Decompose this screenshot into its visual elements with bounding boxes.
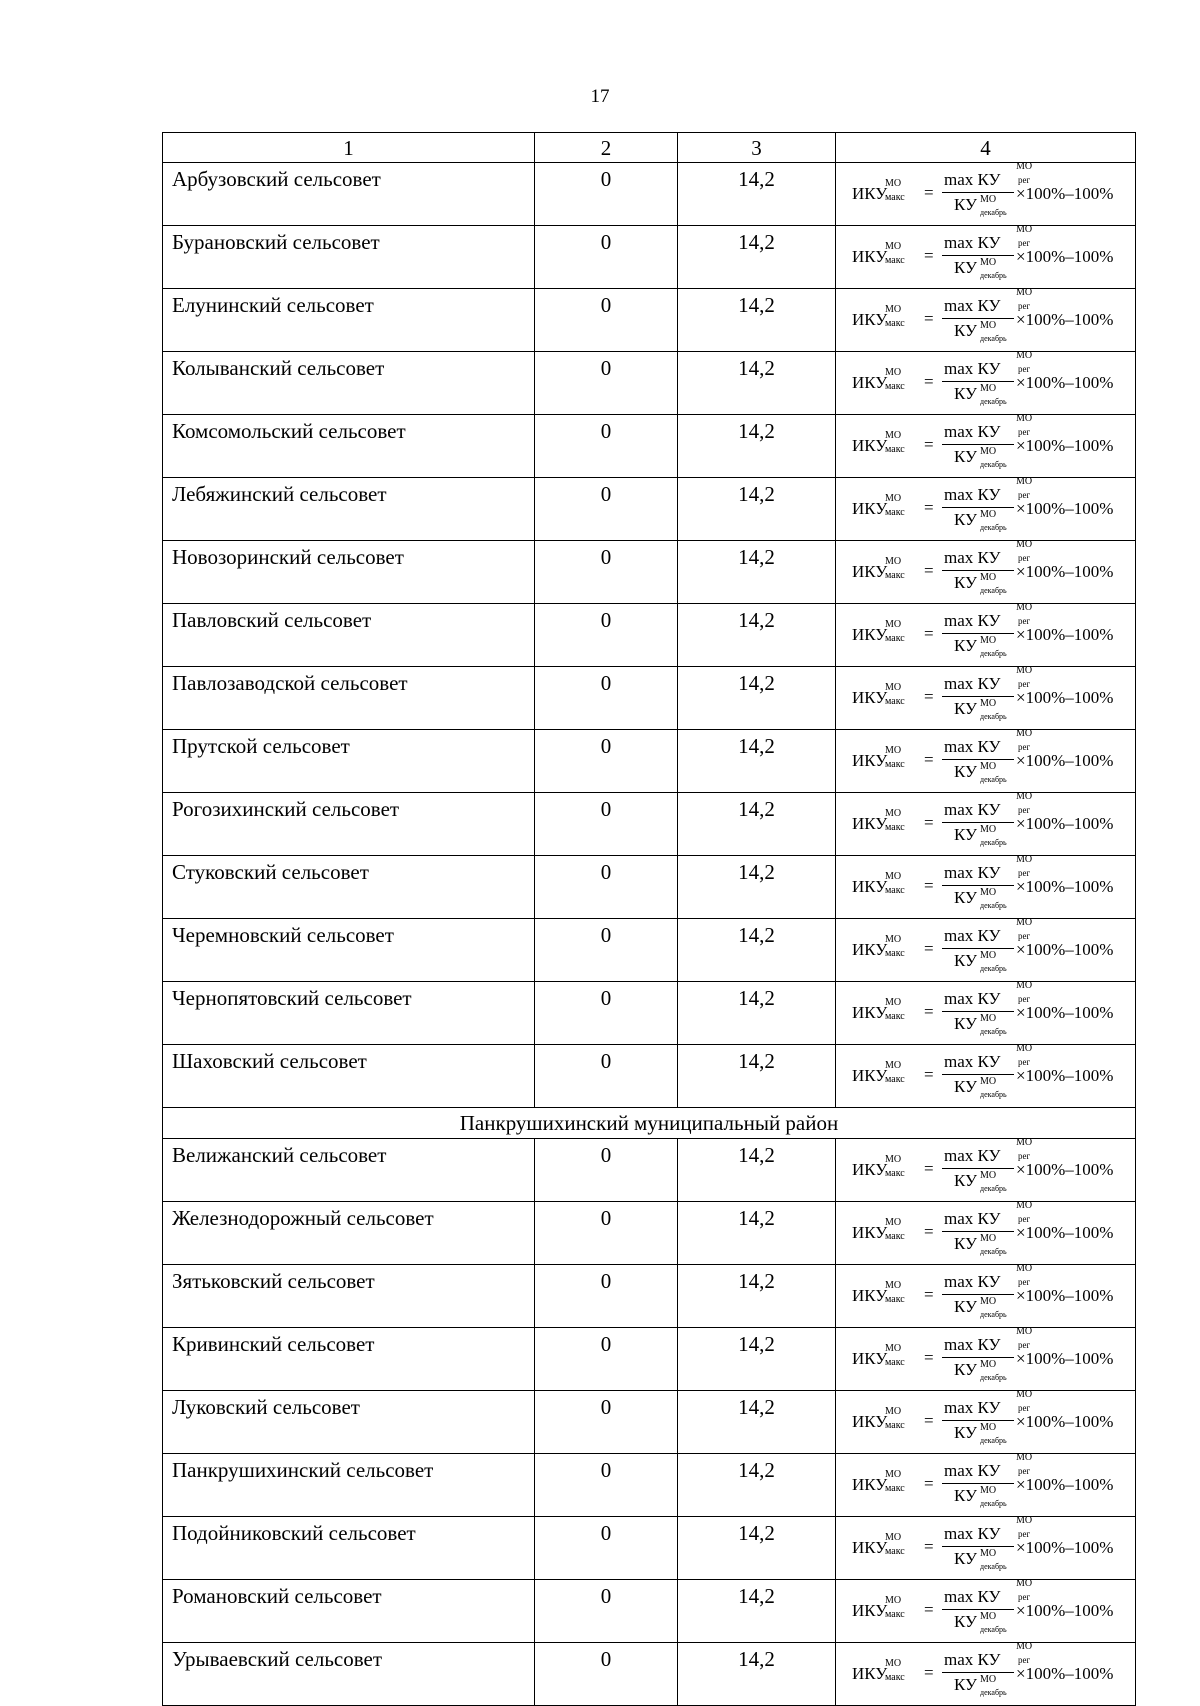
formula-tail: ×100%–100%	[1016, 1003, 1114, 1022]
column-header-2: 2	[535, 133, 678, 163]
column-2-value: 0	[535, 793, 678, 856]
formula-lhs: ИКУ МО макс	[852, 1280, 905, 1305]
formula-denominator: КУ МО декабрь	[954, 257, 1007, 280]
formula-numerator: max КУ МО рег	[944, 1389, 1033, 1417]
formula-denominator: КУ МО декабрь	[954, 1076, 1007, 1099]
formula	[852, 730, 1132, 788]
formula-equals: =	[924, 1474, 934, 1493]
fraction-bar	[942, 1420, 1014, 1421]
column-3-value: 14,2	[678, 352, 836, 415]
formula	[852, 1580, 1132, 1638]
table-row	[163, 793, 1136, 856]
formula-numerator: max КУ МО рег	[944, 350, 1033, 378]
formula-cell	[836, 982, 1136, 1045]
formula-denominator: КУ МО декабрь	[954, 824, 1007, 847]
formula-denominator: КУ МО декабрь	[954, 1013, 1007, 1036]
formula-tail: ×100%–100%	[1016, 688, 1114, 707]
settlement-name: Велижанский сельсовет	[163, 1139, 535, 1202]
formula-lhs: ИКУ МО макс	[852, 682, 905, 707]
column-2-value: 0	[535, 667, 678, 730]
formula-denominator: КУ МО декабрь	[954, 194, 1007, 217]
table-row	[163, 352, 1136, 415]
formula-tail: ×100%–100%	[1016, 1066, 1114, 1085]
formula-numerator: max КУ МО рег	[944, 539, 1033, 567]
formula-cell	[836, 541, 1136, 604]
formula-numerator: max КУ МО рег	[944, 665, 1033, 693]
column-3-value: 14,2	[678, 541, 836, 604]
formula	[852, 856, 1132, 914]
formula-tail: ×100%–100%	[1016, 1601, 1114, 1620]
formula-lhs: ИКУ МО макс	[852, 241, 905, 266]
formula-numerator: max КУ МО рег	[944, 1452, 1033, 1480]
formula	[852, 1517, 1132, 1575]
fraction-bar	[942, 570, 1014, 571]
settlement-name: Колыванский сельсовет	[163, 352, 535, 415]
formula	[852, 1391, 1132, 1449]
table-row	[163, 1517, 1136, 1580]
formula-numerator: max КУ МО рег	[944, 602, 1033, 630]
formula-denominator: КУ МО декабрь	[954, 1611, 1007, 1634]
settlement-name: Павловский сельсовет	[163, 604, 535, 667]
formula-cell	[836, 793, 1136, 856]
formula-cell	[836, 478, 1136, 541]
table-row	[163, 1202, 1136, 1265]
formula-equals: =	[924, 1159, 934, 1178]
column-2-value: 0	[535, 1643, 678, 1706]
formula-denominator: КУ МО декабрь	[954, 383, 1007, 406]
formula-tail: ×100%–100%	[1016, 1349, 1114, 1368]
column-3-value: 14,2	[678, 1517, 836, 1580]
formula-denominator: КУ МО декабрь	[954, 1422, 1007, 1445]
fraction-bar	[942, 1609, 1014, 1610]
formula-tail: ×100%–100%	[1016, 814, 1114, 833]
table-row	[163, 1454, 1136, 1517]
formula-numerator: max КУ МО рег	[944, 917, 1033, 945]
column-3-value: 14,2	[678, 1391, 836, 1454]
formula-numerator: max КУ МО рег	[944, 161, 1033, 189]
formula	[852, 1643, 1132, 1701]
formula-tail: ×100%–100%	[1016, 184, 1114, 203]
formula-lhs: ИКУ МО макс	[852, 1060, 905, 1085]
formula-cell	[836, 1045, 1136, 1108]
column-2-value: 0	[535, 415, 678, 478]
table-row	[163, 1580, 1136, 1643]
table-row	[163, 919, 1136, 982]
formula-equals: =	[924, 1222, 934, 1241]
formula-equals: =	[924, 309, 934, 328]
column-2-value: 0	[535, 1328, 678, 1391]
formula-tail: ×100%–100%	[1016, 499, 1114, 518]
formula-tail: ×100%–100%	[1016, 562, 1114, 581]
column-3-value: 14,2	[678, 730, 836, 793]
formula-equals: =	[924, 624, 934, 643]
formula-denominator: КУ МО декабрь	[954, 1359, 1007, 1382]
table-row	[163, 541, 1136, 604]
column-3-value: 14,2	[678, 919, 836, 982]
column-2-value: 0	[535, 1454, 678, 1517]
formula-numerator: max КУ МО рег	[944, 1641, 1033, 1669]
column-3-value: 14,2	[678, 163, 836, 226]
formula-lhs: ИКУ МО макс	[852, 745, 905, 770]
column-3-value: 14,2	[678, 1643, 836, 1706]
formula-numerator: max КУ МО рег	[944, 413, 1033, 441]
formula	[852, 163, 1132, 221]
fraction-bar	[942, 1672, 1014, 1673]
formula-numerator: max КУ МО рег	[944, 1043, 1033, 1071]
section-row	[163, 1108, 1136, 1139]
formula-lhs: ИКУ МО макс	[852, 430, 905, 455]
table-row	[163, 289, 1136, 352]
formula-denominator: КУ МО декабрь	[954, 1170, 1007, 1193]
formula-numerator: max КУ МО рег	[944, 1137, 1033, 1165]
settlement-name: Павлозаводской сельсовет	[163, 667, 535, 730]
formula-cell	[836, 1454, 1136, 1517]
formula-tail: ×100%–100%	[1016, 625, 1114, 644]
formula-denominator: КУ МО декабрь	[954, 509, 1007, 532]
table-row	[163, 1391, 1136, 1454]
column-3-value: 14,2	[678, 1580, 836, 1643]
formula-cell	[836, 226, 1136, 289]
settlement-name: Зятьковский сельсовет	[163, 1265, 535, 1328]
formula-cell	[836, 856, 1136, 919]
formula-equals: =	[924, 1285, 934, 1304]
table-row	[163, 478, 1136, 541]
column-3-value: 14,2	[678, 604, 836, 667]
formula-tail: ×100%–100%	[1016, 436, 1114, 455]
fraction-bar	[942, 1357, 1014, 1358]
column-3-value: 14,2	[678, 793, 836, 856]
formula	[852, 541, 1132, 599]
formula-tail: ×100%–100%	[1016, 373, 1114, 392]
formula-tail: ×100%–100%	[1016, 310, 1114, 329]
formula-equals: =	[924, 1600, 934, 1619]
column-2-value: 0	[535, 1265, 678, 1328]
formula-numerator: max КУ МО рег	[944, 728, 1033, 756]
fraction-bar	[942, 1546, 1014, 1547]
table-row	[163, 604, 1136, 667]
formula-equals: =	[924, 1065, 934, 1084]
settlement-name: Шаховский сельсовет	[163, 1045, 535, 1108]
formula-denominator: КУ МО декабрь	[954, 950, 1007, 973]
settlement-name: Чернопятовский сельсовет	[163, 982, 535, 1045]
formula-equals: =	[924, 246, 934, 265]
formula-equals: =	[924, 372, 934, 391]
fraction-bar	[942, 507, 1014, 508]
column-3-value: 14,2	[678, 478, 836, 541]
formula	[852, 793, 1132, 851]
table-row	[163, 163, 1136, 226]
fraction-bar	[942, 1483, 1014, 1484]
fraction-bar	[942, 192, 1014, 193]
settlement-name: Панкрушихинский сельсовет	[163, 1454, 535, 1517]
settlement-name: Стуковский сельсовет	[163, 856, 535, 919]
formula-equals: =	[924, 813, 934, 832]
settlement-name: Арбузовский сельсовет	[163, 163, 535, 226]
formula-denominator: КУ МО декабрь	[954, 1296, 1007, 1319]
column-3-value: 14,2	[678, 982, 836, 1045]
formula-equals: =	[924, 561, 934, 580]
column-2-value: 0	[535, 1139, 678, 1202]
formula-cell	[836, 604, 1136, 667]
settlement-name: Луковский сельсовет	[163, 1391, 535, 1454]
formula-tail: ×100%–100%	[1016, 1223, 1114, 1242]
table-row	[163, 982, 1136, 1045]
fraction-bar	[942, 1011, 1014, 1012]
fraction-bar	[942, 444, 1014, 445]
formula-cell	[836, 919, 1136, 982]
formula-lhs: ИКУ МО макс	[852, 997, 905, 1022]
page-number: 17	[590, 86, 610, 107]
formula-cell	[836, 1265, 1136, 1328]
column-header-1: 1	[163, 133, 535, 163]
table-row	[163, 415, 1136, 478]
formula	[852, 1045, 1132, 1103]
settlement-name: Прутской сельсовет	[163, 730, 535, 793]
formula	[852, 1139, 1132, 1197]
fraction-bar	[942, 1168, 1014, 1169]
formula	[852, 1202, 1132, 1260]
settlement-name: Лебяжинский сельсовет	[163, 478, 535, 541]
table-row	[163, 1328, 1136, 1391]
formula-numerator: max КУ МО рег	[944, 980, 1033, 1008]
formula	[852, 667, 1132, 725]
formula-denominator: КУ МО декабрь	[954, 446, 1007, 469]
formula-numerator: max КУ МО рег	[944, 287, 1033, 315]
formula-lhs: ИКУ МО макс	[852, 1595, 905, 1620]
table-row	[163, 1265, 1136, 1328]
column-3-value: 14,2	[678, 1265, 836, 1328]
formula-tail: ×100%–100%	[1016, 1538, 1114, 1557]
formula-lhs: ИКУ МО макс	[852, 367, 905, 392]
table-row	[163, 226, 1136, 289]
formula-denominator: КУ МО декабрь	[954, 761, 1007, 784]
column-2-value: 0	[535, 226, 678, 289]
formula	[852, 226, 1132, 284]
formula-lhs: ИКУ МО макс	[852, 1343, 905, 1368]
formula-tail: ×100%–100%	[1016, 1412, 1114, 1431]
formula-lhs: ИКУ МО макс	[852, 1532, 905, 1557]
formula-denominator: КУ МО декабрь	[954, 1548, 1007, 1571]
formula-cell	[836, 1517, 1136, 1580]
formula-numerator: max КУ МО рег	[944, 854, 1033, 882]
fraction-bar	[942, 948, 1014, 949]
settlement-name: Железнодорожный сельсовет	[163, 1202, 535, 1265]
fraction-bar	[942, 1074, 1014, 1075]
formula-tail: ×100%–100%	[1016, 1664, 1114, 1683]
formula-lhs: ИКУ МО макс	[852, 1406, 905, 1431]
formula-equals: =	[924, 1663, 934, 1682]
settlement-name: Кривинский сельсовет	[163, 1328, 535, 1391]
formula-denominator: КУ МО декабрь	[954, 887, 1007, 910]
formula	[852, 982, 1132, 1040]
formula-lhs: ИКУ МО макс	[852, 304, 905, 329]
fraction-bar	[942, 696, 1014, 697]
formula-lhs: ИКУ МО макс	[852, 871, 905, 896]
formula	[852, 478, 1132, 536]
formula-cell	[836, 289, 1136, 352]
formula	[852, 352, 1132, 410]
formula-equals: =	[924, 750, 934, 769]
column-3-value: 14,2	[678, 289, 836, 352]
column-2-value: 0	[535, 1580, 678, 1643]
column-3-value: 14,2	[678, 1454, 836, 1517]
column-3-value: 14,2	[678, 415, 836, 478]
formula-lhs: ИКУ МО макс	[852, 493, 905, 518]
fraction-bar	[942, 822, 1014, 823]
data-table	[162, 132, 1136, 1706]
formula-numerator: max КУ МО рег	[944, 1263, 1033, 1291]
formula-denominator: КУ МО декабрь	[954, 572, 1007, 595]
table-row	[163, 1643, 1136, 1706]
formula-cell	[836, 1643, 1136, 1706]
column-2-value: 0	[535, 919, 678, 982]
formula-equals: =	[924, 435, 934, 454]
formula-numerator: max КУ МО рег	[944, 1200, 1033, 1228]
formula-cell	[836, 1202, 1136, 1265]
column-3-value: 14,2	[678, 856, 836, 919]
settlement-name: Урываевский сельсовет	[163, 1643, 535, 1706]
formula-cell	[836, 730, 1136, 793]
fraction-bar	[942, 318, 1014, 319]
fraction-bar	[942, 255, 1014, 256]
settlement-name: Черемновский сельсовет	[163, 919, 535, 982]
settlement-name: Рогозихинский сельсовет	[163, 793, 535, 856]
formula-numerator: max КУ МО рег	[944, 224, 1033, 252]
formula-tail: ×100%–100%	[1016, 1286, 1114, 1305]
formula-equals: =	[924, 183, 934, 202]
formula-denominator: КУ МО декабрь	[954, 320, 1007, 343]
formula-cell	[836, 1391, 1136, 1454]
formula-equals: =	[924, 876, 934, 895]
settlement-name: Романовский сельсовет	[163, 1580, 535, 1643]
column-2-value: 0	[535, 1517, 678, 1580]
formula-lhs: ИКУ МО макс	[852, 1154, 905, 1179]
column-2-value: 0	[535, 478, 678, 541]
settlement-name: Бурановский сельсовет	[163, 226, 535, 289]
formula-cell	[836, 1328, 1136, 1391]
table-row	[163, 730, 1136, 793]
formula-tail: ×100%–100%	[1016, 247, 1114, 266]
column-3-value: 14,2	[678, 1045, 836, 1108]
settlement-name: Комсомольский сельсовет	[163, 415, 535, 478]
column-3-value: 14,2	[678, 226, 836, 289]
formula-numerator: max КУ МО рег	[944, 1578, 1033, 1606]
formula-cell	[836, 1139, 1136, 1202]
column-3-value: 14,2	[678, 1328, 836, 1391]
formula-numerator: max КУ МО рег	[944, 476, 1033, 504]
column-header-4: 4	[836, 133, 1136, 163]
formula-lhs: ИКУ МО макс	[852, 934, 905, 959]
formula-cell	[836, 1580, 1136, 1643]
settlement-name: Елунинский сельсовет	[163, 289, 535, 352]
column-2-value: 0	[535, 982, 678, 1045]
column-3-value: 14,2	[678, 1139, 836, 1202]
formula	[852, 289, 1132, 347]
column-2-value: 0	[535, 163, 678, 226]
formula-tail: ×100%–100%	[1016, 751, 1114, 770]
column-2-value: 0	[535, 604, 678, 667]
settlement-name: Новозоринский сельсовет	[163, 541, 535, 604]
formula-tail: ×100%–100%	[1016, 940, 1114, 959]
formula-equals: =	[924, 939, 934, 958]
formula	[852, 1265, 1132, 1323]
formula-lhs: ИКУ МО макс	[852, 1469, 905, 1494]
fraction-bar	[942, 381, 1014, 382]
formula-lhs: ИКУ МО макс	[852, 619, 905, 644]
formula-equals: =	[924, 1348, 934, 1367]
table-row	[163, 1045, 1136, 1108]
table-row	[163, 667, 1136, 730]
formula	[852, 1454, 1132, 1512]
formula-lhs: ИКУ МО макс	[852, 556, 905, 581]
formula-numerator: max КУ МО рег	[944, 1326, 1033, 1354]
column-2-value: 0	[535, 1045, 678, 1108]
column-2-value: 0	[535, 541, 678, 604]
formula-equals: =	[924, 1537, 934, 1556]
table-row	[163, 1139, 1136, 1202]
formula-numerator: max КУ МО рег	[944, 791, 1033, 819]
formula-cell	[836, 415, 1136, 478]
formula-tail: ×100%–100%	[1016, 1160, 1114, 1179]
formula-denominator: КУ МО декабрь	[954, 1233, 1007, 1256]
column-2-value: 0	[535, 1202, 678, 1265]
formula-equals: =	[924, 687, 934, 706]
formula	[852, 604, 1132, 662]
formula-cell	[836, 667, 1136, 730]
column-2-value: 0	[535, 352, 678, 415]
formula-lhs: ИКУ МО макс	[852, 1217, 905, 1242]
formula-equals: =	[924, 1002, 934, 1021]
formula	[852, 919, 1132, 977]
fraction-bar	[942, 1231, 1014, 1232]
column-2-value: 0	[535, 856, 678, 919]
formula-equals: =	[924, 1411, 934, 1430]
formula	[852, 1328, 1132, 1386]
formula-denominator: КУ МО декабрь	[954, 635, 1007, 658]
formula-cell	[836, 352, 1136, 415]
table-row	[163, 856, 1136, 919]
formula-tail: ×100%–100%	[1016, 1475, 1114, 1494]
formula-lhs: ИКУ МО макс	[852, 808, 905, 833]
formula	[852, 415, 1132, 473]
formula-denominator: КУ МО декабрь	[954, 698, 1007, 721]
formula-numerator: max КУ МО рег	[944, 1515, 1033, 1543]
column-3-value: 14,2	[678, 667, 836, 730]
column-header-3: 3	[678, 133, 836, 163]
column-2-value: 0	[535, 1391, 678, 1454]
formula-cell	[836, 163, 1136, 226]
formula-denominator: КУ МО декабрь	[954, 1485, 1007, 1508]
column-2-value: 0	[535, 730, 678, 793]
section-title: Панкрушихинский муниципальный район	[163, 1108, 1136, 1139]
fraction-bar	[942, 1294, 1014, 1295]
fraction-bar	[942, 633, 1014, 634]
formula-equals: =	[924, 498, 934, 517]
formula-lhs: ИКУ МО макс	[852, 178, 905, 203]
header-row	[163, 133, 1136, 163]
column-3-value: 14,2	[678, 1202, 836, 1265]
fraction-bar	[942, 759, 1014, 760]
column-2-value: 0	[535, 289, 678, 352]
formula-lhs: ИКУ МО макс	[852, 1658, 905, 1683]
settlement-name: Подойниковский сельсовет	[163, 1517, 535, 1580]
formula-denominator: КУ МО декабрь	[954, 1674, 1007, 1697]
fraction-bar	[942, 885, 1014, 886]
formula-tail: ×100%–100%	[1016, 877, 1114, 896]
